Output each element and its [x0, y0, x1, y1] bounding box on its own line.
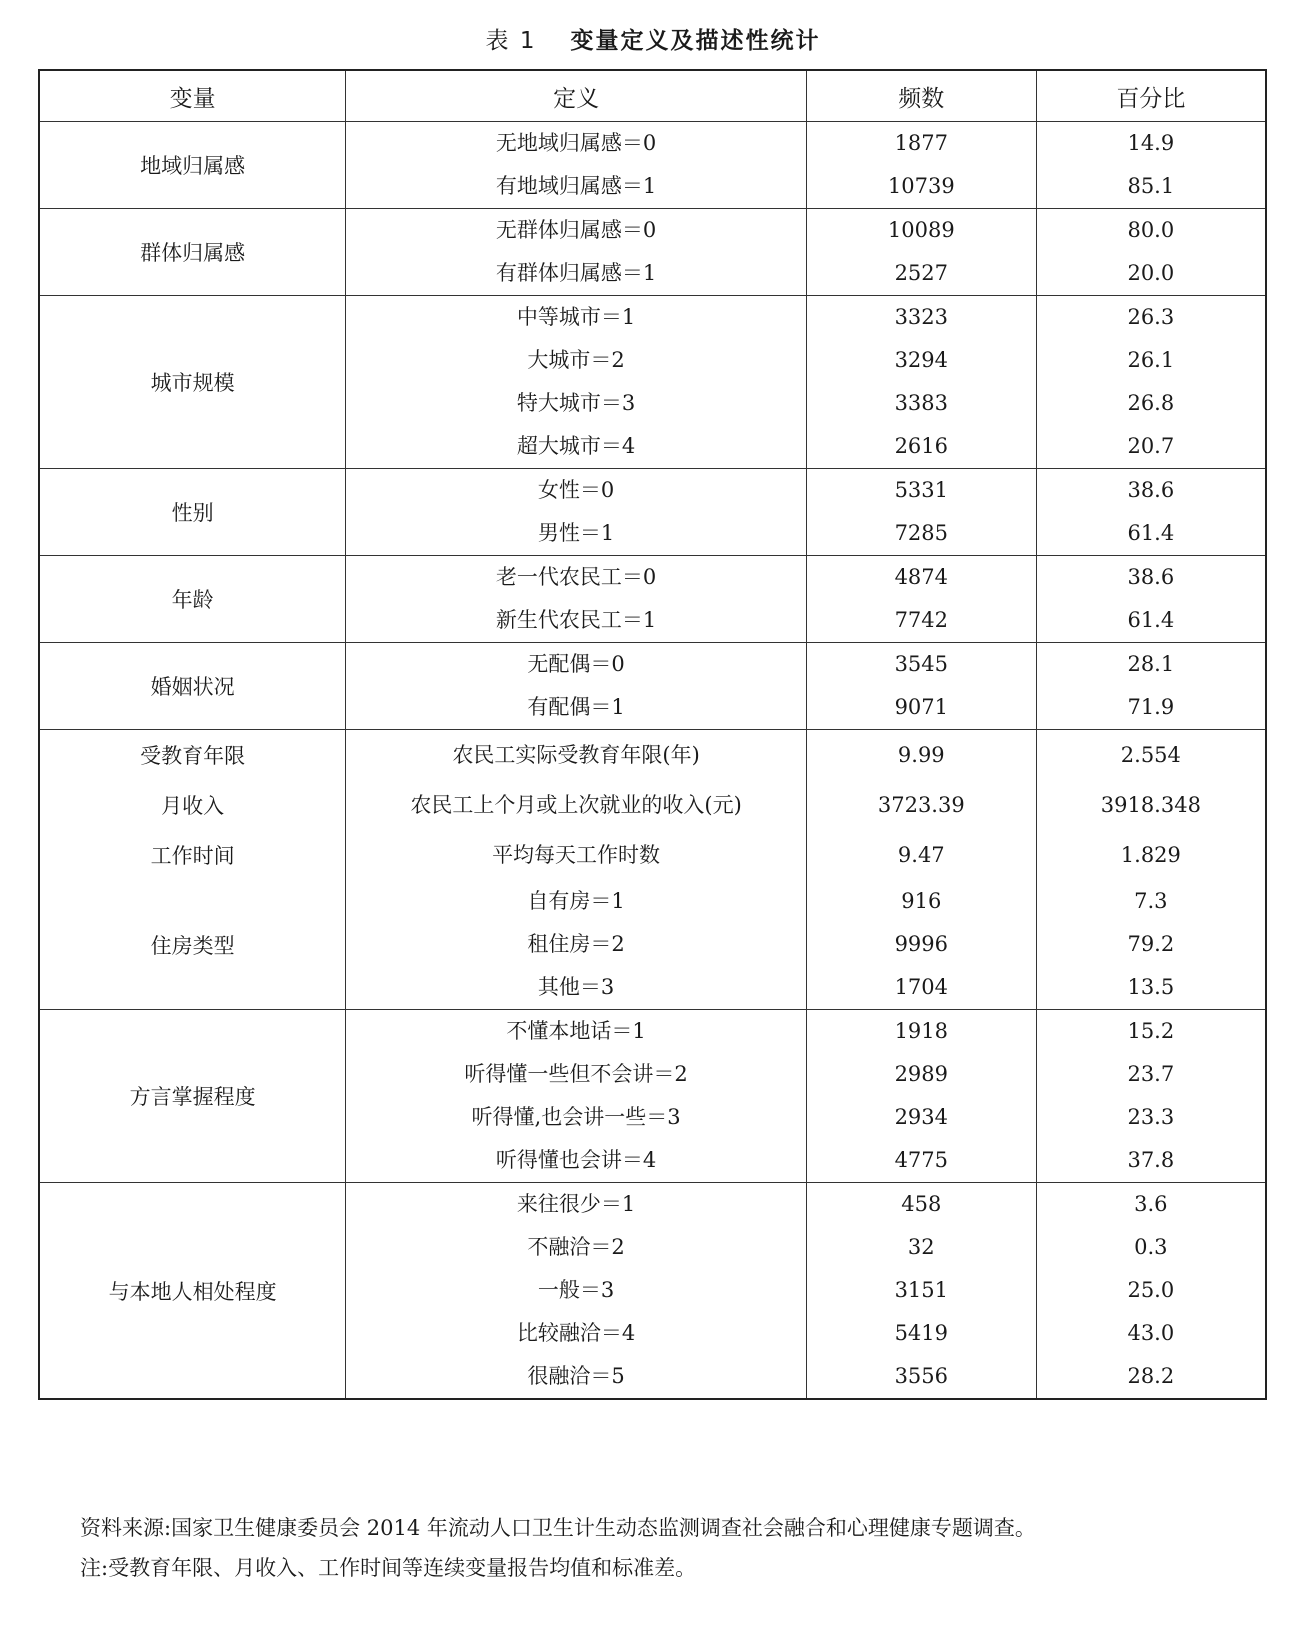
table-row [39, 830, 1266, 880]
header-variable: 变量 [39, 70, 346, 122]
pct-value: 20.0 [1127, 261, 1175, 285]
definition-value: 一般＝3 [537, 1278, 615, 1302]
table-header [39, 70, 1266, 122]
definition-cell [346, 469, 807, 556]
variable-cell: 地域归属感 [39, 122, 346, 209]
variable-cell: 工作时间 [39, 830, 346, 880]
definition-value: 自有房＝1 [527, 889, 625, 913]
header-percentage: 百分比 [1036, 70, 1266, 122]
frequency-cell [806, 1183, 1036, 1400]
definition-cell [346, 209, 807, 296]
percentage-cell [1036, 209, 1266, 296]
percentage-cell [1036, 643, 1266, 730]
frequency-cell [806, 780, 1036, 830]
variable-group [39, 209, 1266, 296]
variable-group [39, 780, 1266, 830]
freq-value: 9.99 [897, 742, 945, 767]
definition-value: 很融洽＝5 [527, 1364, 625, 1388]
definition-cell [346, 122, 807, 209]
freq-value: 3323 [894, 305, 949, 329]
definition-value: 听得懂一些但不会讲＝2 [464, 1062, 688, 1086]
table-row [39, 122, 1266, 209]
pct-value: 28.2 [1127, 1364, 1175, 1388]
definition-value: 听得懂也会讲＝4 [495, 1148, 657, 1172]
frequency-cell [806, 209, 1036, 296]
freq-value: 7742 [894, 608, 949, 632]
variable-group [39, 469, 1266, 556]
pct-value: 37.8 [1127, 1148, 1175, 1172]
frequency-cell [806, 643, 1036, 730]
table-row [39, 469, 1266, 556]
freq-value: 5331 [894, 478, 949, 502]
statistics-table [38, 69, 1267, 1400]
pct-value: 26.8 [1127, 391, 1175, 415]
variable-group [39, 880, 1266, 1010]
definition-cell [346, 1010, 807, 1183]
table-row [39, 643, 1266, 730]
percentage-cell [1036, 780, 1266, 830]
freq-value: 2989 [894, 1062, 949, 1086]
freq-value: 9.47 [897, 842, 945, 867]
variable-group [39, 122, 1266, 209]
pct-value: 20.7 [1127, 434, 1175, 458]
table-row [39, 1010, 1266, 1183]
pct-value: 3.6 [1134, 1192, 1168, 1216]
pct-value: 23.7 [1127, 1062, 1175, 1086]
definition-value: 不融洽＝2 [527, 1235, 625, 1259]
definition-value: 特大城市＝3 [516, 391, 636, 415]
definition-cell [346, 830, 807, 880]
definition-value: 男性＝1 [537, 521, 615, 545]
pct-value: 2.554 [1120, 742, 1181, 767]
variable-group [39, 1183, 1266, 1400]
pct-value: 79.2 [1127, 932, 1175, 956]
pct-value: 43.0 [1127, 1321, 1175, 1345]
freq-value: 32 [907, 1235, 935, 1259]
pct-value: 15.2 [1127, 1019, 1175, 1043]
freq-value: 9071 [894, 695, 949, 719]
variable-group [39, 730, 1266, 781]
definition-value: 有配偶＝1 [527, 695, 625, 719]
pct-value: 38.6 [1127, 478, 1175, 502]
definition-cell [346, 1183, 807, 1400]
freq-value: 1877 [894, 131, 949, 155]
freq-value: 458 [901, 1192, 942, 1216]
footnote: 注:受教育年限、月收入、工作时间等连续变量报告均值和标准差。 [80, 1556, 697, 1580]
frequency-cell [806, 296, 1036, 469]
definition-value: 有群体归属感＝1 [495, 261, 657, 285]
definition-value: 超大城市＝4 [516, 434, 636, 458]
pct-value: 3918.348 [1100, 792, 1201, 817]
freq-value: 5419 [894, 1321, 949, 1345]
freq-value: 10089 [887, 218, 955, 242]
definition-value: 大城市＝2 [527, 348, 625, 372]
variable-cell: 方言掌握程度 [39, 1010, 346, 1183]
definition-cell [346, 730, 807, 781]
freq-value: 10739 [887, 174, 955, 198]
variable-cell: 月收入 [39, 780, 346, 830]
freq-value: 3723.39 [877, 792, 965, 817]
definition-value: 中等城市＝1 [516, 305, 636, 329]
pct-value: 7.3 [1134, 889, 1168, 913]
definition-value: 无配偶＝0 [527, 652, 625, 676]
definition-value: 农民工上个月或上次就业的收入(元) [410, 792, 742, 817]
pct-value: 14.9 [1127, 131, 1175, 155]
variable-cell: 年龄 [39, 556, 346, 643]
percentage-cell [1036, 830, 1266, 880]
definition-cell [346, 643, 807, 730]
percentage-cell [1036, 1010, 1266, 1183]
pct-value: 25.0 [1127, 1278, 1175, 1302]
percentage-cell [1036, 730, 1266, 781]
pct-value: 26.1 [1127, 348, 1175, 372]
table-title: 变量定义及描述性统计 [570, 28, 821, 54]
table-row [39, 780, 1266, 830]
header-definition: 定义 [346, 70, 807, 122]
frequency-cell [806, 830, 1036, 880]
variable-cell: 与本地人相处程度 [39, 1183, 346, 1400]
pct-value: 28.1 [1127, 652, 1175, 676]
percentage-cell [1036, 1183, 1266, 1400]
freq-value: 3151 [894, 1278, 949, 1302]
percentage-cell [1036, 122, 1266, 209]
pct-value: 61.4 [1127, 521, 1175, 545]
percentage-cell [1036, 556, 1266, 643]
variable-cell: 城市规模 [39, 296, 346, 469]
variable-group [39, 830, 1266, 880]
freq-value: 3556 [894, 1364, 949, 1388]
header-row [39, 70, 1266, 122]
table-notes [80, 1508, 1036, 1588]
freq-value: 3545 [894, 652, 949, 676]
definition-cell [346, 296, 807, 469]
pct-value: 61.4 [1127, 608, 1175, 632]
pct-value: 71.9 [1127, 695, 1175, 719]
variable-group [39, 556, 1266, 643]
definition-cell [346, 880, 807, 1010]
pct-value: 38.6 [1127, 565, 1175, 589]
source-note: 资料来源:国家卫生健康委员会 2014 年流动人口卫生计生动态监测调查社会融合和心理健康专题调查。 [80, 1516, 1036, 1540]
definition-value: 不懂本地话＝1 [506, 1019, 646, 1043]
percentage-cell [1036, 880, 1266, 1010]
definition-value: 比较融洽＝4 [516, 1321, 636, 1345]
percentage-cell [1036, 469, 1266, 556]
variable-cell: 住房类型 [39, 880, 346, 1010]
definition-value: 女性＝0 [537, 478, 615, 502]
freq-value: 2527 [894, 261, 949, 285]
definition-value: 有地域归属感＝1 [495, 174, 657, 198]
pct-value: 80.0 [1127, 218, 1175, 242]
pct-value: 85.1 [1127, 174, 1175, 198]
variable-cell: 受教育年限 [39, 730, 346, 781]
definition-value: 其他＝3 [537, 975, 615, 999]
definition-cell [346, 780, 807, 830]
definition-cell [346, 556, 807, 643]
definition-value: 听得懂,也会讲一些＝3 [471, 1105, 681, 1129]
percentage-cell [1036, 296, 1266, 469]
pct-value: 23.3 [1127, 1105, 1175, 1129]
table-row [39, 730, 1266, 781]
table-row [39, 296, 1266, 469]
pct-value: 1.829 [1120, 842, 1181, 867]
table-caption [0, 22, 1300, 55]
freq-value: 4874 [894, 565, 949, 589]
frequency-cell [806, 122, 1036, 209]
frequency-cell [806, 1010, 1036, 1183]
frequency-cell [806, 880, 1036, 1010]
pct-value: 26.3 [1127, 305, 1175, 329]
pct-value: 13.5 [1127, 975, 1175, 999]
table-row [39, 556, 1266, 643]
definition-value: 无地域归属感＝0 [495, 131, 657, 155]
table-number: 表 1 [485, 28, 537, 54]
freq-value: 4775 [894, 1148, 949, 1172]
table-row [39, 1183, 1266, 1400]
table-row [39, 880, 1266, 1010]
definition-value: 来往很少＝1 [516, 1192, 636, 1216]
definition-value: 租住房＝2 [527, 932, 625, 956]
definition-value: 无群体归属感＝0 [495, 218, 657, 242]
variable-group [39, 1010, 1266, 1183]
pct-value: 0.3 [1134, 1235, 1168, 1259]
definition-value: 新生代农民工＝1 [495, 608, 657, 632]
freq-value: 1704 [894, 975, 949, 999]
variable-cell: 性别 [39, 469, 346, 556]
table-row [39, 209, 1266, 296]
freq-value: 3294 [894, 348, 949, 372]
definition-value: 老一代农民工＝0 [495, 565, 657, 589]
variable-group [39, 296, 1266, 469]
freq-value: 916 [901, 889, 942, 913]
freq-value: 3383 [894, 391, 949, 415]
variable-cell: 婚姻状况 [39, 643, 346, 730]
definition-value: 农民工实际受教育年限(年) [452, 742, 700, 767]
frequency-cell [806, 730, 1036, 781]
freq-value: 1918 [894, 1019, 949, 1043]
variable-group [39, 643, 1266, 730]
freq-value: 2616 [894, 434, 949, 458]
header-frequency: 频数 [806, 70, 1036, 122]
definition-value: 平均每天工作时数 [492, 842, 661, 867]
frequency-cell [806, 469, 1036, 556]
variable-cell: 群体归属感 [39, 209, 346, 296]
freq-value: 2934 [894, 1105, 949, 1129]
freq-value: 9996 [894, 932, 949, 956]
freq-value: 7285 [894, 521, 949, 545]
frequency-cell [806, 556, 1036, 643]
